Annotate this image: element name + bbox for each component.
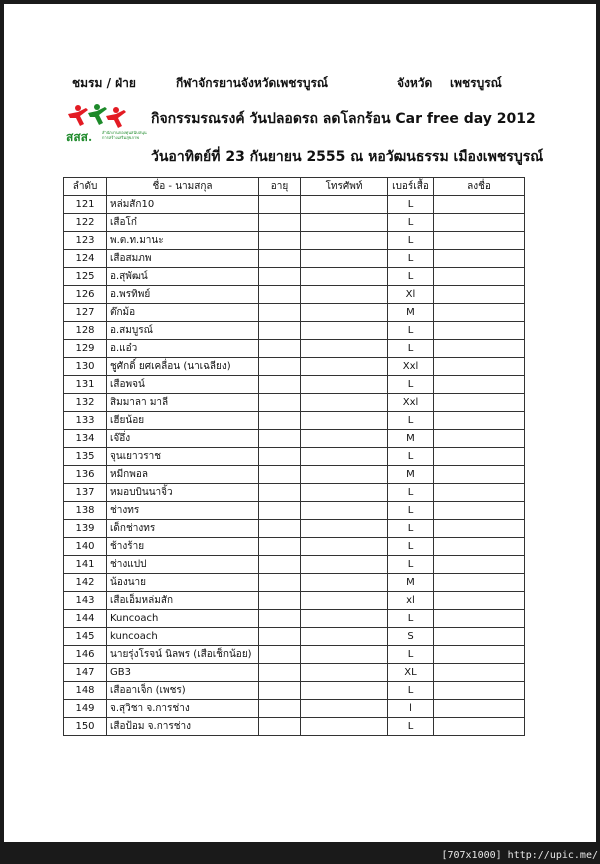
row-name: เจ๊อึ่ง <box>107 430 259 448</box>
table-row <box>64 664 525 682</box>
row-number: 141 <box>64 556 107 574</box>
row-name: ช่างแปป <box>107 556 259 574</box>
row-shirt-size: M <box>388 304 434 322</box>
row-signature <box>434 286 525 304</box>
table-row <box>64 700 525 718</box>
row-shirt-size: Xl <box>388 286 434 304</box>
row-name: GB3 <box>107 664 259 682</box>
row-shirt-size: M <box>388 574 434 592</box>
row-signature <box>434 556 525 574</box>
row-phone <box>301 556 388 574</box>
row-phone <box>301 322 388 340</box>
row-age <box>259 322 301 340</box>
row-shirt-size: l <box>388 700 434 718</box>
row-phone <box>301 196 388 214</box>
row-signature <box>434 340 525 358</box>
table-row <box>64 502 525 520</box>
row-phone <box>301 250 388 268</box>
row-signature <box>434 250 525 268</box>
row-age <box>259 520 301 538</box>
logo-tagline: สำนักงานกองทุนสนับสนุนการสร้างเสริมสุขภาพ <box>102 130 147 140</box>
row-signature <box>434 538 525 556</box>
table-row <box>64 718 525 736</box>
row-signature <box>434 430 525 448</box>
row-shirt-size: L <box>388 448 434 466</box>
row-age <box>259 412 301 430</box>
row-phone <box>301 304 388 322</box>
row-name: เสือเอ็มหล่มสัก <box>107 592 259 610</box>
row-number: 144 <box>64 610 107 628</box>
row-number: 127 <box>64 304 107 322</box>
row-signature <box>434 268 525 286</box>
row-age <box>259 232 301 250</box>
row-name: ชูศักดิ์ ยศเคลื่อน (นาเฉลียง) <box>107 358 259 376</box>
row-number: 131 <box>64 376 107 394</box>
row-shirt-size: XL <box>388 664 434 682</box>
row-age <box>259 340 301 358</box>
row-name: จุนเยาวราช <box>107 448 259 466</box>
row-phone <box>301 286 388 304</box>
row-signature <box>434 502 525 520</box>
row-signature <box>434 628 525 646</box>
row-signature <box>434 592 525 610</box>
row-number: 121 <box>64 196 107 214</box>
row-name: เฮียน้อย <box>107 412 259 430</box>
table-row <box>64 376 525 394</box>
row-phone <box>301 214 388 232</box>
row-name: ช่างทร <box>107 502 259 520</box>
club-label: ชมรม / ฝ่าย <box>72 76 136 90</box>
table-row <box>64 232 525 250</box>
row-number: 133 <box>64 412 107 430</box>
organization-name: กีฬาจักรยานจังหวัดเพชรบูรณ์ <box>176 76 329 90</box>
document-subtitle: วันอาทิตย์ที่ 23 กันยายน 2555 ณ หอวัฒนธรรม เมืองเพชรบูรณ์ <box>151 149 544 165</box>
table-row <box>64 682 525 700</box>
row-signature <box>434 304 525 322</box>
row-shirt-size: M <box>388 430 434 448</box>
row-age <box>259 466 301 484</box>
runners-icon <box>66 104 136 130</box>
row-shirt-size: L <box>388 268 434 286</box>
row-age <box>259 610 301 628</box>
row-shirt-size: L <box>388 484 434 502</box>
row-age <box>259 448 301 466</box>
row-signature <box>434 196 525 214</box>
row-age <box>259 592 301 610</box>
row-age <box>259 268 301 286</box>
row-name: ช้างร้าย <box>107 538 259 556</box>
row-shirt-size: L <box>388 520 434 538</box>
row-shirt-size: L <box>388 502 434 520</box>
row-name: Kuncoach <box>107 610 259 628</box>
row-name: เสือโก๋ <box>107 214 259 232</box>
row-number: 146 <box>64 646 107 664</box>
table-row <box>64 196 525 214</box>
row-shirt-size: Xxl <box>388 394 434 412</box>
row-shirt-size: S <box>388 628 434 646</box>
col-header-name: ชื่อ - นามสกุล <box>107 178 259 196</box>
row-age <box>259 286 301 304</box>
row-phone <box>301 574 388 592</box>
row-phone <box>301 430 388 448</box>
row-signature <box>434 394 525 412</box>
table-row <box>64 430 525 448</box>
row-phone <box>301 232 388 250</box>
row-signature <box>434 358 525 376</box>
table-row <box>64 466 525 484</box>
row-age <box>259 358 301 376</box>
row-signature <box>434 646 525 664</box>
document-title: กิจกรรมรณรงค์ วันปลอดรถ ลดโลกร้อน Car free day 2012 <box>151 111 536 127</box>
row-number: 126 <box>64 286 107 304</box>
table-row <box>64 448 525 466</box>
row-number: 129 <box>64 340 107 358</box>
row-shirt-size: xl <box>388 592 434 610</box>
row-number: 137 <box>64 484 107 502</box>
row-name: เสือป้อม จ.การช่าง <box>107 718 259 736</box>
row-signature <box>434 718 525 736</box>
row-name: นายรุ่งโรจน์ นิลพร (เสือเช็กน้อย) <box>107 646 259 664</box>
row-signature <box>434 484 525 502</box>
col-header-age: อายุ <box>259 178 301 196</box>
row-signature <box>434 466 525 484</box>
row-signature <box>434 664 525 682</box>
table-row <box>64 520 525 538</box>
row-name: kuncoach <box>107 628 259 646</box>
table-row <box>64 268 525 286</box>
row-name: หล่มสัก10 <box>107 196 259 214</box>
row-age <box>259 628 301 646</box>
row-signature <box>434 610 525 628</box>
row-name: น้องนาย <box>107 574 259 592</box>
image-host-watermark: [707x1000] http://upic.me/ <box>441 850 598 861</box>
row-shirt-size: M <box>388 466 434 484</box>
row-number: 135 <box>64 448 107 466</box>
province-label: จังหวัด <box>397 76 433 90</box>
row-age <box>259 196 301 214</box>
row-shirt-size: Xxl <box>388 358 434 376</box>
row-number: 122 <box>64 214 107 232</box>
row-shirt-size: L <box>388 340 434 358</box>
row-age <box>259 214 301 232</box>
row-age <box>259 502 301 520</box>
row-age <box>259 394 301 412</box>
row-phone <box>301 376 388 394</box>
row-number: 138 <box>64 502 107 520</box>
table-row <box>64 214 525 232</box>
table-body <box>64 196 525 736</box>
row-phone <box>301 268 388 286</box>
row-number: 139 <box>64 520 107 538</box>
table-row <box>64 556 525 574</box>
row-signature <box>434 376 525 394</box>
row-shirt-size: L <box>388 412 434 430</box>
row-shirt-size: L <box>388 232 434 250</box>
col-header-shirt-size: เบอร์เสื้อ <box>388 178 434 196</box>
row-signature <box>434 232 525 250</box>
row-shirt-size: L <box>388 556 434 574</box>
row-name: เด็กช่างทร <box>107 520 259 538</box>
row-phone <box>301 466 388 484</box>
row-number: 132 <box>64 394 107 412</box>
row-shirt-size: L <box>388 250 434 268</box>
row-age <box>259 700 301 718</box>
row-phone <box>301 700 388 718</box>
row-name: เสืออาเจ็ก (เพชร) <box>107 682 259 700</box>
row-number: 123 <box>64 232 107 250</box>
row-shirt-size: L <box>388 376 434 394</box>
row-signature <box>434 448 525 466</box>
row-phone <box>301 340 388 358</box>
logo-text: สสส. <box>66 130 93 144</box>
row-phone <box>301 592 388 610</box>
row-phone <box>301 628 388 646</box>
row-age <box>259 556 301 574</box>
row-shirt-size: L <box>388 718 434 736</box>
row-number: 142 <box>64 574 107 592</box>
row-phone <box>301 484 388 502</box>
row-shirt-size: L <box>388 646 434 664</box>
row-name: หมีกพอล <box>107 466 259 484</box>
col-header-no: ลำดับ <box>64 178 107 196</box>
row-age <box>259 718 301 736</box>
table-row <box>64 304 525 322</box>
province-name: เพชรบูรณ์ <box>450 76 502 90</box>
row-name: หมอบบินนาจิ้ว <box>107 484 259 502</box>
row-number: 140 <box>64 538 107 556</box>
registration-table <box>63 177 525 736</box>
row-name: เสือสมภพ <box>107 250 259 268</box>
document-page <box>4 4 596 842</box>
row-age <box>259 430 301 448</box>
row-name: ต๊กม้อ <box>107 304 259 322</box>
row-phone <box>301 502 388 520</box>
row-phone <box>301 664 388 682</box>
row-phone <box>301 682 388 700</box>
row-number: 124 <box>64 250 107 268</box>
row-phone <box>301 646 388 664</box>
row-signature <box>434 214 525 232</box>
row-phone <box>301 358 388 376</box>
row-shirt-size: L <box>388 610 434 628</box>
row-shirt-size: L <box>388 322 434 340</box>
table-row <box>64 340 525 358</box>
row-age <box>259 538 301 556</box>
row-phone <box>301 394 388 412</box>
row-number: 149 <box>64 700 107 718</box>
table-header-row <box>64 178 525 196</box>
row-name: อ.สุพัฒน์ <box>107 268 259 286</box>
row-number: 130 <box>64 358 107 376</box>
row-age <box>259 682 301 700</box>
row-age <box>259 376 301 394</box>
table-row <box>64 250 525 268</box>
row-number: 128 <box>64 322 107 340</box>
row-name: อ.พรทิพย์ <box>107 286 259 304</box>
row-shirt-size: L <box>388 538 434 556</box>
row-signature <box>434 700 525 718</box>
row-number: 145 <box>64 628 107 646</box>
table-row <box>64 358 525 376</box>
row-name: สิมมาลา มาลี <box>107 394 259 412</box>
row-phone <box>301 610 388 628</box>
row-age <box>259 484 301 502</box>
row-number: 143 <box>64 592 107 610</box>
row-number: 134 <box>64 430 107 448</box>
table-row <box>64 322 525 340</box>
row-number: 150 <box>64 718 107 736</box>
table-row <box>64 628 525 646</box>
row-shirt-size: L <box>388 214 434 232</box>
row-signature <box>434 682 525 700</box>
row-phone <box>301 538 388 556</box>
row-name: เสือพจน์ <box>107 376 259 394</box>
table-row <box>64 610 525 628</box>
row-age <box>259 646 301 664</box>
table-row <box>64 484 525 502</box>
row-name: จ.สุวิชา จ.การช่าง <box>107 700 259 718</box>
table-row <box>64 592 525 610</box>
col-header-phone: โทรศัพท์ <box>301 178 388 196</box>
row-phone <box>301 448 388 466</box>
row-signature <box>434 322 525 340</box>
table-row <box>64 646 525 664</box>
row-phone <box>301 520 388 538</box>
row-name: อ.แอ๋ว <box>107 340 259 358</box>
table-row <box>64 394 525 412</box>
col-header-signature: ลงชื่อ <box>434 178 525 196</box>
table-row <box>64 538 525 556</box>
table-row <box>64 412 525 430</box>
row-name: อ.สมบูรณ์ <box>107 322 259 340</box>
row-phone <box>301 718 388 736</box>
row-shirt-size: L <box>388 196 434 214</box>
row-phone <box>301 412 388 430</box>
row-age <box>259 664 301 682</box>
thaihealth-logo <box>66 104 146 150</box>
row-number: 125 <box>64 268 107 286</box>
row-signature <box>434 574 525 592</box>
table-row <box>64 286 525 304</box>
row-number: 136 <box>64 466 107 484</box>
row-signature <box>434 520 525 538</box>
row-age <box>259 250 301 268</box>
row-age <box>259 304 301 322</box>
row-age <box>259 574 301 592</box>
row-name: พ.ต.ท.มานะ <box>107 232 259 250</box>
row-signature <box>434 412 525 430</box>
table-row <box>64 574 525 592</box>
row-number: 147 <box>64 664 107 682</box>
row-number: 148 <box>64 682 107 700</box>
row-shirt-size: L <box>388 682 434 700</box>
